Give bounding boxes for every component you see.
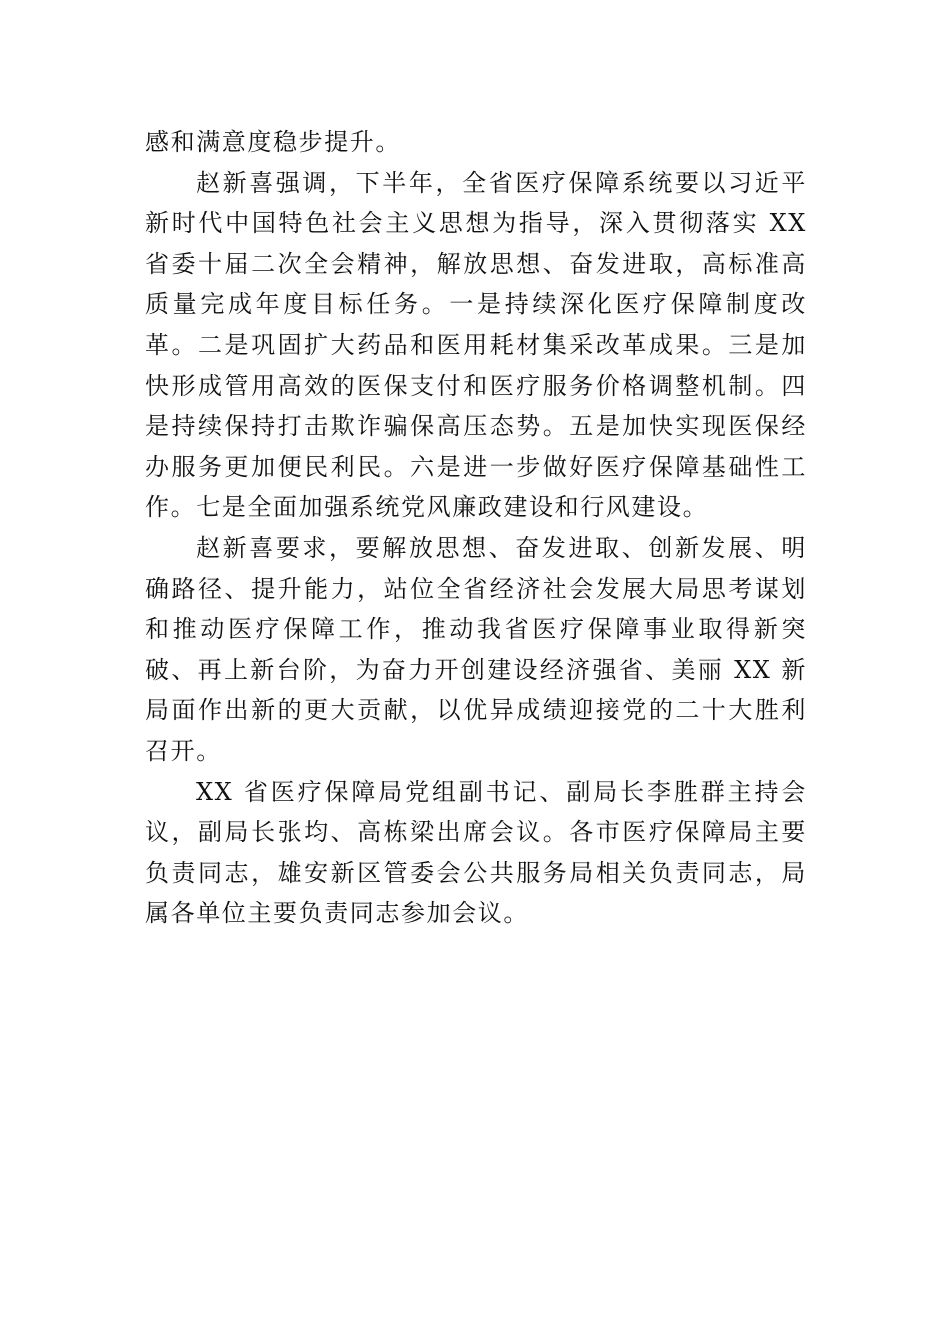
document-body	[145, 122, 807, 934]
paragraph-attendance: XX 省医疗保障局党组副书记、副局长李胜群主持会议，副局长张均、高栋梁出席会议。各市医疗保障局主要负责同志，雄安新区管委会公共服务局相关负责同志，局属各单位主要负责同志参加会议。	[145, 777, 807, 928]
paragraph-continuation: 感和满意度稳步提升。	[145, 128, 401, 156]
paragraph-requirements: 赵新喜要求，要解放思想、奋发进取、创新发展、明确路径、提升能力，站位全省经济社会发展大局思考谋划和推动医疗保障工作，推动我省医疗保障事业取得新突破、再上新台阶，为奋力开创建设经济强省、美丽 XX 新局面作出新的更大贡献，以优异成绩迎接党的二十大胜利召开。	[145, 533, 807, 765]
paragraph-work-priorities: 赵新喜强调，下半年，全省医疗保障系统要以习近平新时代中国特色社会主义思想为指导，深入贯彻落实 XX 省委十届二次全会精神，解放思想、奋发进取，高标准高质量完成年度目标任务。一是持续深化医疗保障制度改革。二是巩固扩大药品和医用耗材集采改革成果。三是加快形成管用高效的医保支付和医疗服务价格调整机制。四是持续保持打击欺诈骗保高压态势。五是加快实现医保经办服务更加便民利民。六是进一步做好医疗保障基础性工作。七是全面加强系统党风廉政建设和行风建设。	[145, 168, 807, 522]
